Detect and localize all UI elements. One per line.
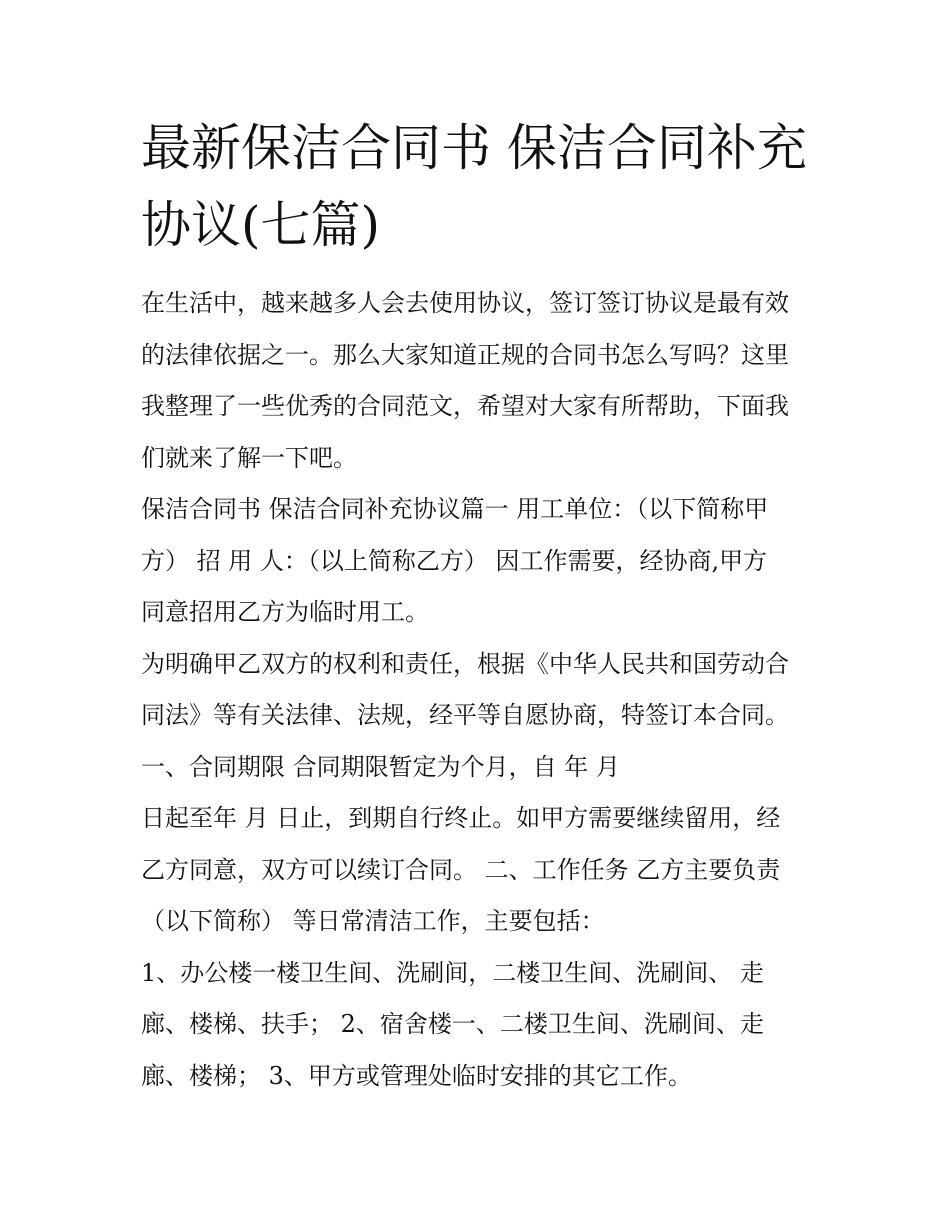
body-line: 同意招用乙方为临时用工。 bbox=[141, 598, 429, 626]
body-line: 们就来了解一下吧。 bbox=[141, 443, 357, 472]
body-line: （以下简称） 等日常清洁工作，主要包括： bbox=[141, 907, 605, 935]
body-line: 方） 招 用 人：（以上简称乙方） 因工作需要，经协商,甲方 bbox=[141, 546, 768, 575]
document-body bbox=[141, 278, 821, 1102]
body-line: 日起至年 月 日止，到期自行终止。如甲方需要继续留用，经 bbox=[141, 804, 781, 832]
document-title bbox=[141, 110, 821, 264]
body-line: 的法律依据之一。那么大家知道正规的合同书怎么写吗？这里 bbox=[141, 340, 789, 369]
body-line: 乙方同意，双方可以续订合同。 二、工作任务 乙方主要负责 bbox=[141, 855, 781, 884]
body-line: 廊、楼梯； 3、甲方或管理处临时安排的其它工作。 bbox=[141, 1061, 692, 1090]
body-line: 为明确甲乙双方的权利和责任，根据《中华人民共和国劳动合 bbox=[141, 649, 789, 678]
title-line: 协议(七篇) bbox=[141, 196, 381, 254]
body-line: 一、合同期限 合同期限暂定为个月，自 年 月 bbox=[141, 752, 620, 781]
body-line: 同法》等有关法律、法规，经平等自愿协商，特签订本合同。 bbox=[141, 701, 789, 729]
body-line: 1、办公楼一楼卫生间、洗刷间，二楼卫生间、洗刷间、 走 bbox=[141, 958, 764, 987]
body-line: 保洁合同书 保洁合同补充协议篇一 用工单位：（以下简称甲 bbox=[141, 495, 769, 523]
body-line: 廊、楼梯、扶手； 2、宿舍楼一、二楼卫生间、洗刷间、走 bbox=[141, 1010, 764, 1038]
body-line: 在生活中，越来越多人会去使用协议，签订签订协议是最有效 bbox=[141, 289, 789, 317]
title-line: 最新保洁合同书 保洁合同补充 bbox=[141, 119, 807, 177]
body-line: 我整理了一些优秀的合同范文，希望对大家有所帮助，下面我 bbox=[141, 392, 789, 420]
